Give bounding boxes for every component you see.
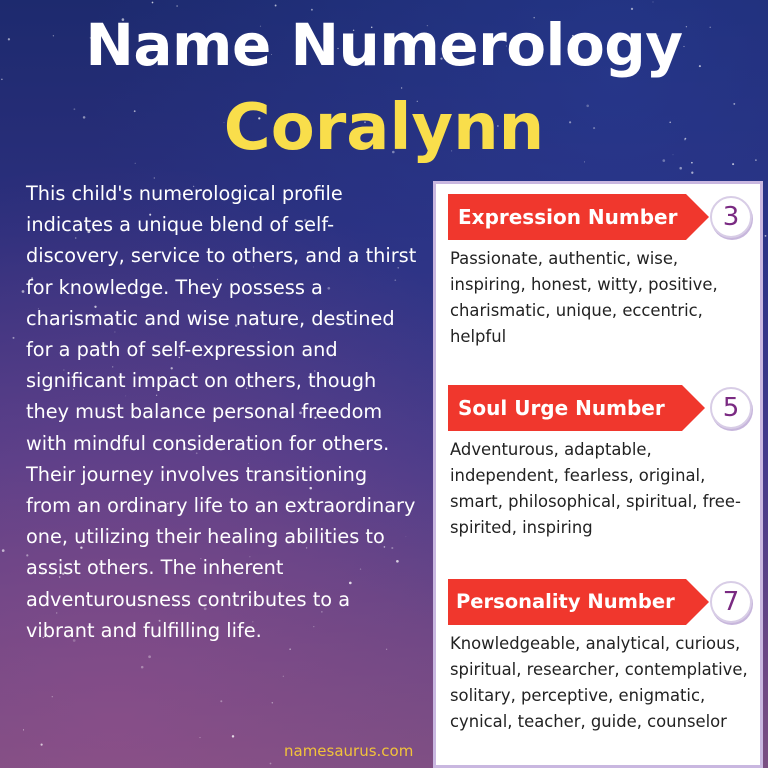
star bbox=[52, 696, 53, 697]
star bbox=[653, 2, 654, 3]
page-title: Name Numerology bbox=[85, 11, 683, 79]
star bbox=[691, 172, 693, 174]
watermark-site: namesaurus.com bbox=[284, 742, 414, 760]
soul-urge-number-traits: Adventurous, adaptable, independent, fearless, original, smart, philosophical, spiritual, free-spirited, inspiring bbox=[450, 440, 741, 537]
star bbox=[41, 744, 43, 746]
profile-description: This child's numerological profile indicates a unique blend of self-discovery, service to others, and a thirst for knowledge. They possess a charismatic and wise nature, destined for a path of self-expression and significant impact on others, though they must balance personal freedom with mindful consideration for others. Their journey involves transitioning from an ordinary life to an extraordinary one, utilizing their healing abilities to assist others. The inherent adventurousness contributes to a vibrant and fulfilling life. bbox=[26, 182, 417, 642]
star bbox=[232, 735, 234, 737]
soul-urge-number-banner: Soul Urge Number bbox=[448, 385, 682, 431]
child-name: Coralynn bbox=[223, 91, 545, 165]
soul-urge-number-badge: 5 bbox=[710, 387, 752, 429]
expression-number-traits: Passionate, authentic, wise, inspiring, honest, witty, positive, charismatic, unique, eccentric, helpful bbox=[450, 249, 718, 346]
personality-number-banner: Personality Number bbox=[448, 579, 686, 625]
star bbox=[765, 235, 767, 237]
star bbox=[152, 2, 154, 4]
personality-number-traits: Knowledgeable, analytical, curious, spiritual, researcher, contemplative, solitary, perceptive, enigmatic, cynical, teacher, guide, counselor bbox=[450, 634, 748, 731]
expression-number-banner: Expression Number bbox=[448, 194, 686, 240]
star bbox=[2, 549, 5, 552]
star bbox=[22, 290, 25, 293]
expression-number-badge: 3 bbox=[710, 196, 752, 238]
star bbox=[283, 676, 284, 677]
numbers-panel bbox=[433, 181, 763, 768]
star bbox=[141, 666, 144, 669]
star bbox=[270, 763, 272, 765]
star bbox=[272, 702, 273, 703]
star bbox=[148, 655, 151, 658]
star bbox=[289, 649, 290, 650]
star bbox=[220, 700, 222, 702]
star bbox=[23, 729, 24, 730]
star bbox=[199, 737, 200, 738]
personality-number-badge: 7 bbox=[710, 581, 752, 623]
star bbox=[13, 337, 15, 339]
star bbox=[386, 649, 387, 650]
